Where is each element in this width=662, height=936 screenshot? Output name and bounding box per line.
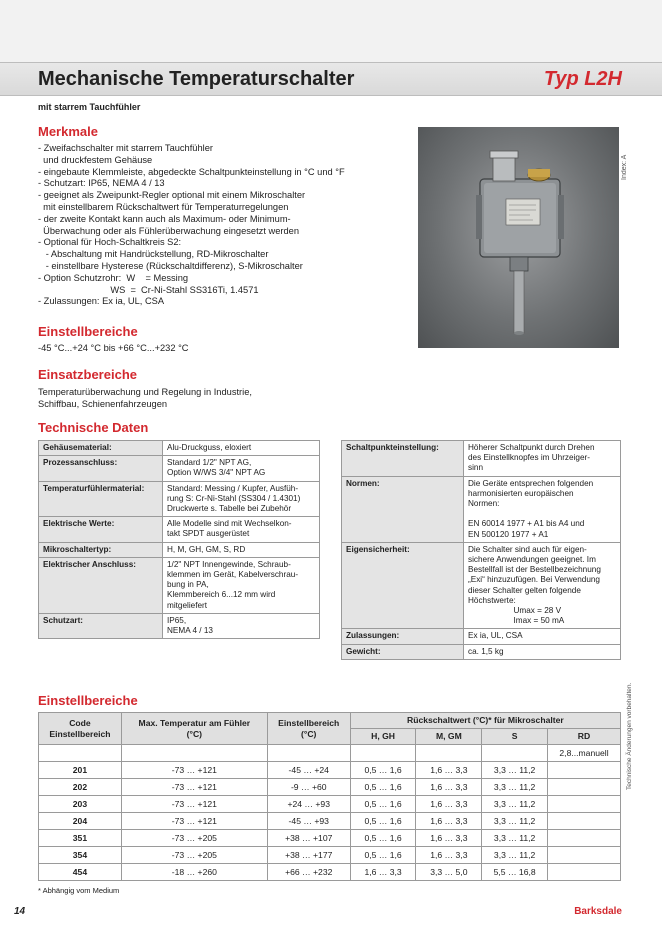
spec-row (39, 517, 320, 542)
spec-value: Die Geräte entsprechen folgenden harmonisierten europäischen Normen: EN 60014 1977 + A1 bis A4 und EN 500120 1977 + A1 (464, 476, 621, 542)
empty-cell (548, 847, 621, 864)
value-cell: 0,5 … 1,6 (350, 762, 416, 779)
spec-row (342, 629, 621, 644)
value-cell: 1,6 … 3,3 (416, 830, 482, 847)
value-cell: -73 … +121 (121, 762, 267, 779)
spec-row (342, 441, 621, 477)
spec-row (39, 542, 320, 557)
rd-note: 2,8...manuell (548, 745, 621, 762)
header-rd: RD (548, 729, 621, 745)
ranges-heading: Einstellbereiche (38, 693, 138, 708)
table-row (39, 813, 621, 830)
header-m-gm: M, GM (416, 729, 482, 745)
spec-key: Normen: (342, 476, 464, 542)
technische-daten-heading: Technische Daten (38, 420, 149, 435)
value-cell: 3,3 … 11,2 (482, 779, 548, 796)
merkmale-heading: Merkmale (38, 124, 98, 139)
value-cell: 1,6 … 3,3 (416, 779, 482, 796)
value-cell: -45 … +24 (267, 762, 350, 779)
feature-line: - Zulassungen: Ex ia, UL, CSA (38, 296, 165, 307)
feature-line: - geeignet als Zweipunkt-Regler optional mit einem Mikroschalter (38, 190, 306, 201)
table-row (39, 762, 621, 779)
header-s: S (482, 729, 548, 745)
feature-line: Überwachung oder als Fühlerüberwachung eingesetzt werden (38, 225, 299, 236)
value-cell: -73 … +205 (121, 830, 267, 847)
code-cell: 201 (39, 762, 122, 779)
feature-line: - Zweifachschalter mit starrem Tauchfühler (38, 143, 213, 153)
empty-cell (548, 762, 621, 779)
spec-row (39, 557, 320, 613)
top-band (0, 0, 662, 62)
value-cell: -18 … +260 (121, 864, 267, 881)
rd-note-row (39, 745, 621, 762)
value-cell: -45 … +93 (267, 813, 350, 830)
spec-value: Ex ia, UL, CSA (464, 629, 621, 644)
brand-name: Barksdale (574, 906, 622, 917)
einstellbereiche-text: -45 °C...+24 °C bis +66 °C...+232 °C (38, 343, 189, 353)
spec-key: Zulassungen: (342, 629, 464, 644)
table-row (39, 796, 621, 813)
code-cell: 202 (39, 779, 122, 796)
spec-key: Eigensicherheit: (342, 542, 464, 629)
spec-key: Gehäusematerial: (39, 441, 163, 456)
feature-line: - Schutzart: IP65, NEMA 4 / 13 (38, 178, 165, 189)
value-cell: 1,6 … 3,3 (416, 813, 482, 830)
spec-key: Schaltpunkteinstellung: (342, 441, 464, 477)
header-max-temp: Max. Temperatur am Fühler (°C) (121, 713, 267, 745)
table-row (39, 830, 621, 847)
feature-line: - einstellbare Hysterese (Rückschaltdifferenz), S-Mikroschalter (38, 260, 303, 271)
type-label: Typ L2H (543, 68, 622, 90)
header-range: Einstellbereich (°C) (267, 713, 350, 745)
value-cell: 1,6 … 3,3 (350, 864, 416, 881)
ranges-table (38, 712, 621, 881)
empty-cell (548, 796, 621, 813)
empty-cell (548, 813, 621, 830)
spec-key: Gewicht: (342, 644, 464, 659)
page-title: Mechanische Temperaturschalter (38, 68, 355, 90)
value-cell: 1,6 … 3,3 (416, 847, 482, 864)
value-cell: 3,3 … 11,2 (482, 796, 548, 813)
feature-line: - Option Schutzrohr: W = Messing (38, 272, 189, 283)
spec-key: Prozessanschluss: (39, 456, 163, 481)
spec-value: Höherer Schaltpunkt durch Drehen des Einstellknopfes im Uhrzeiger- sinn (464, 441, 621, 477)
value-cell: 3,3 … 11,2 (482, 813, 548, 830)
feature-line: WS = Cr-Ni-Stahl SS316Ti, 1.4571 (38, 284, 259, 295)
value-cell: -73 … +121 (121, 779, 267, 796)
table-row (39, 779, 621, 796)
page-subtitle: mit starrem Tauchfühler (38, 102, 141, 112)
spec-row (342, 476, 621, 542)
spec-value: Standard 1/2" NPT AG, Option W/WS 3/4" NPT AG (163, 456, 320, 481)
value-cell: 3,3 … 11,2 (482, 830, 548, 847)
spec-value: Alu-Druckguss, eloxiert (163, 441, 320, 456)
value-cell: +24 … +93 (267, 796, 350, 813)
spec-row (342, 644, 621, 659)
spec-key: Elektrische Werte: (39, 517, 163, 542)
spec-row (39, 613, 320, 638)
spec-row (39, 441, 320, 456)
feature-line: - Abschaltung mit Handrückstellung, RD-Mikroschalter (38, 249, 269, 260)
footnote: * Abhängig vom Medium (38, 886, 120, 895)
einsatzbereiche-line1: Temperaturüberwachung und Regelung in Industrie, (38, 387, 252, 397)
einsatzbereiche-heading: Einsatzbereiche (38, 367, 137, 382)
spec-key: Temperaturfühlermaterial: (39, 481, 163, 517)
product-photo (418, 127, 619, 348)
empty-cell (548, 779, 621, 796)
einsatzbereiche-line2: Schiffbau, Schienenfahrzeugen (38, 399, 168, 409)
spec-row (39, 481, 320, 517)
code-cell: 204 (39, 813, 122, 830)
spec-value: Alle Modelle sind mit Wechselkon- takt SPDT ausgerüstet (163, 517, 320, 542)
table-row (39, 864, 621, 881)
spec-value: Die Schalter sind auch für eigen- sichere Anwendungen geeignet. Im Bestellfall ist der Bestellbezeichnung „Exi“ hinzuzufügen. Bei Verwendung dieser Schalter gelten folgende Höchstwerte: Umax = 28 V Imax = 50 mA (464, 542, 621, 629)
spec-row (39, 456, 320, 481)
spec-row (342, 542, 621, 629)
spec-value: IP65, NEMA 4 / 13 (163, 613, 320, 638)
code-cell: 354 (39, 847, 122, 864)
empty-cell (548, 864, 621, 881)
code-cell: 203 (39, 796, 122, 813)
value-cell: 0,5 … 1,6 (350, 779, 416, 796)
technical-changes-note: Technische Änderungen vorbehalten. (626, 682, 633, 790)
value-cell: 3,3 … 5,0 (416, 864, 482, 881)
value-cell: +38 … +107 (267, 830, 350, 847)
feature-list (38, 143, 398, 308)
feature-line: mit einstellbarem Rückschaltwert für Temperaturregelungen (38, 201, 289, 212)
value-cell: -9 … +60 (267, 779, 350, 796)
spec-value: ca. 1,5 kg (464, 644, 621, 659)
spec-key: Mikroschaltertyp: (39, 542, 163, 557)
feature-line: - Optional für Hoch-Schaltkreis S2: (38, 237, 182, 248)
value-cell: 0,5 … 1,6 (350, 796, 416, 813)
value-cell: 1,6 … 3,3 (416, 762, 482, 779)
header-h-gh: H, GH (350, 729, 416, 745)
feature-line: - eingebaute Klemmleiste, abgedeckte Schaltpunkteinstellung in °C und °F (38, 166, 345, 177)
feature-line: und druckfestem Gehäuse (38, 154, 153, 165)
empty-cell (548, 830, 621, 847)
value-cell: 1,6 … 3,3 (416, 796, 482, 813)
code-cell: 454 (39, 864, 122, 881)
page-number: 14 (14, 906, 26, 917)
spec-value: Standard: Messing / Kupfer, Ausfüh- rung S: Cr-Ni-Stahl (SS304 / 1.4301) Druckwerte s. Tabelle bei Zubehör (163, 481, 320, 517)
value-cell: +66 … +232 (267, 864, 350, 881)
spec-key: Elektrischer Anschluss: (39, 557, 163, 613)
value-cell: +38 … +177 (267, 847, 350, 864)
feature-line: - der zweite Kontakt kann auch als Maximum- oder Minimum- (38, 213, 291, 224)
spec-table-right (341, 440, 621, 660)
value-cell: 3,3 … 11,2 (482, 762, 548, 779)
value-cell: 0,5 … 1,6 (350, 830, 416, 847)
spec-value: 1/2" NPT Innengewinde, Schraub- klemmen im Gerät, Kabelverschrau- bung in PA, Klemmbereich 6...12 mm wird mitgeliefert (163, 557, 320, 613)
einstellbereiche-heading: Einstellbereiche (38, 324, 138, 339)
value-cell: 5,5 … 16,8 (482, 864, 548, 881)
value-cell: -73 … +205 (121, 847, 267, 864)
header-code: Code Einstellbereich (39, 713, 122, 745)
value-cell: -73 … +121 (121, 796, 267, 813)
header-rueckschaltwert: Rückschaltwert (°C)* für Mikroschalter (350, 713, 620, 729)
spec-value: H, M, GH, GM, S, RD (163, 542, 320, 557)
spec-table-left (38, 440, 320, 639)
table-row (39, 847, 621, 864)
temperature-switch-illustration (418, 127, 619, 348)
value-cell: 3,3 … 11,2 (482, 847, 548, 864)
spec-key: Schutzart: (39, 613, 163, 638)
value-cell: 0,5 … 1,6 (350, 847, 416, 864)
value-cell: -73 … +121 (121, 813, 267, 830)
code-cell: 351 (39, 830, 122, 847)
value-cell: 0,5 … 1,6 (350, 813, 416, 830)
index-label: Index: A (621, 154, 628, 180)
